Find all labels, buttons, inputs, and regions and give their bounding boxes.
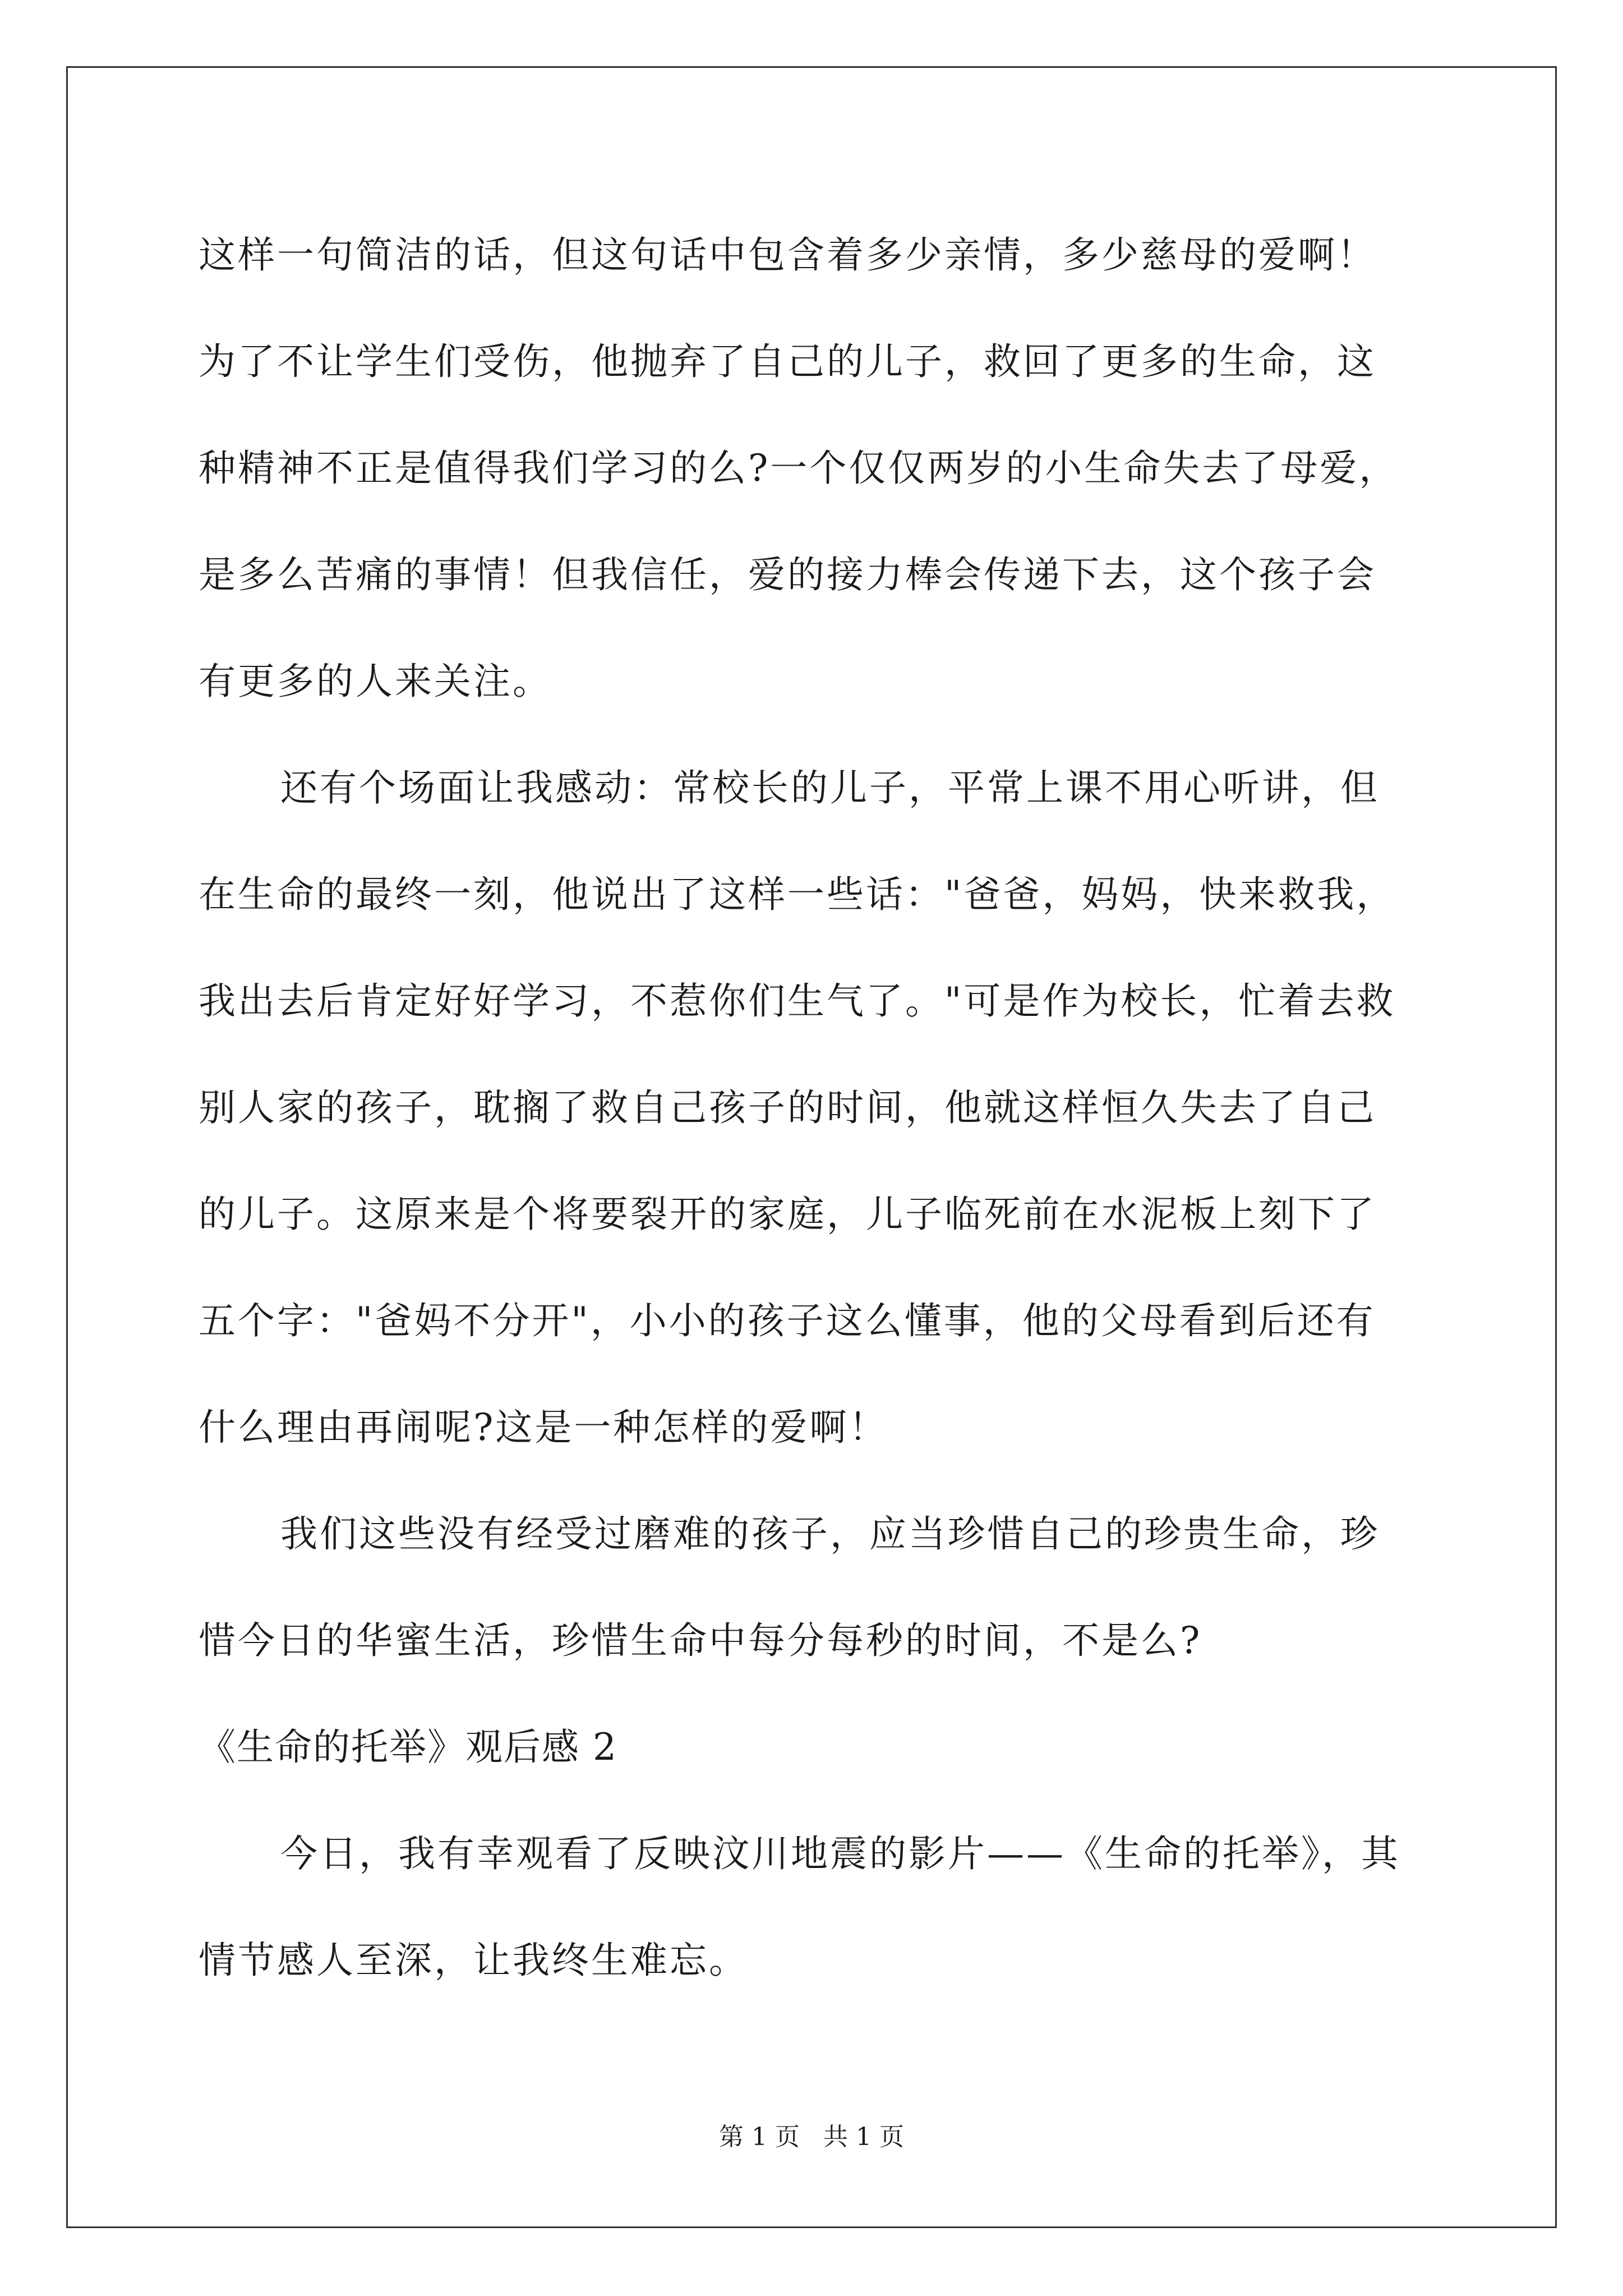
section-heading: 《生命的托举》观后感 2	[199, 1726, 617, 1769]
text-line: 种精神不正是值得我们学习的么?一个仅仅两岁的小生命失去了母爱，	[199, 447, 1399, 490]
text-line: 情节感人至深，让我终生难忘。	[199, 1939, 748, 1982]
text-line: 在生命的最终一刻，他说出了这样一些话："爸爸，妈妈，快来救我，	[199, 873, 1396, 916]
text-line: 今日，我有幸观看了反映汶川地震的影片——《生命的托举》，其	[280, 1832, 1400, 1875]
text-line: 我出去后肯定好好学习，不惹你们生气了。"可是作为校长，忙着去救	[199, 979, 1396, 1023]
text-line: 这样一句简洁的话，但这句话中包含着多少亲情，多少慈母的爱啊！	[199, 233, 1376, 277]
document-body	[199, 202, 1460, 2014]
text-line: 还有个场面让我感动：常校长的儿子，平常上课不用心听讲，但	[280, 766, 1380, 809]
text-line: 我们这些没有经受过磨难的孩子，应当珍惜自己的珍贵生命，珍	[280, 1512, 1380, 1556]
text-line: 惜今日的华蜜生活，珍惜生命中每分每秒的时间，不是么?	[199, 1619, 1202, 1662]
text-line: 是多么苦痛的事情！但我信任，爱的接力棒会传递下去，这个孩子会	[199, 553, 1376, 596]
text-line: 五个字："爸妈不分开"，小小的孩子这么懂事，他的父母看到后还有	[199, 1299, 1376, 1342]
text-line: 别人家的孩子，耽搁了救自己孩子的时间，他就这样恒久失去了自己	[199, 1086, 1376, 1129]
text-line: 什么理由再闹呢?这是一种怎样的爱啊！	[199, 1406, 888, 1449]
text-line: 为了不让学生们受伤，他抛弃了自己的儿子，救回了更多的生命，这	[199, 340, 1376, 383]
text-line: 的儿子。这原来是个将要裂开的家庭，儿子临死前在水泥板上刻下了	[199, 1193, 1376, 1236]
page-number-footer: 第 1 页 共 1 页	[719, 2123, 904, 2151]
text-line: 有更多的人来关注。	[199, 660, 552, 703]
